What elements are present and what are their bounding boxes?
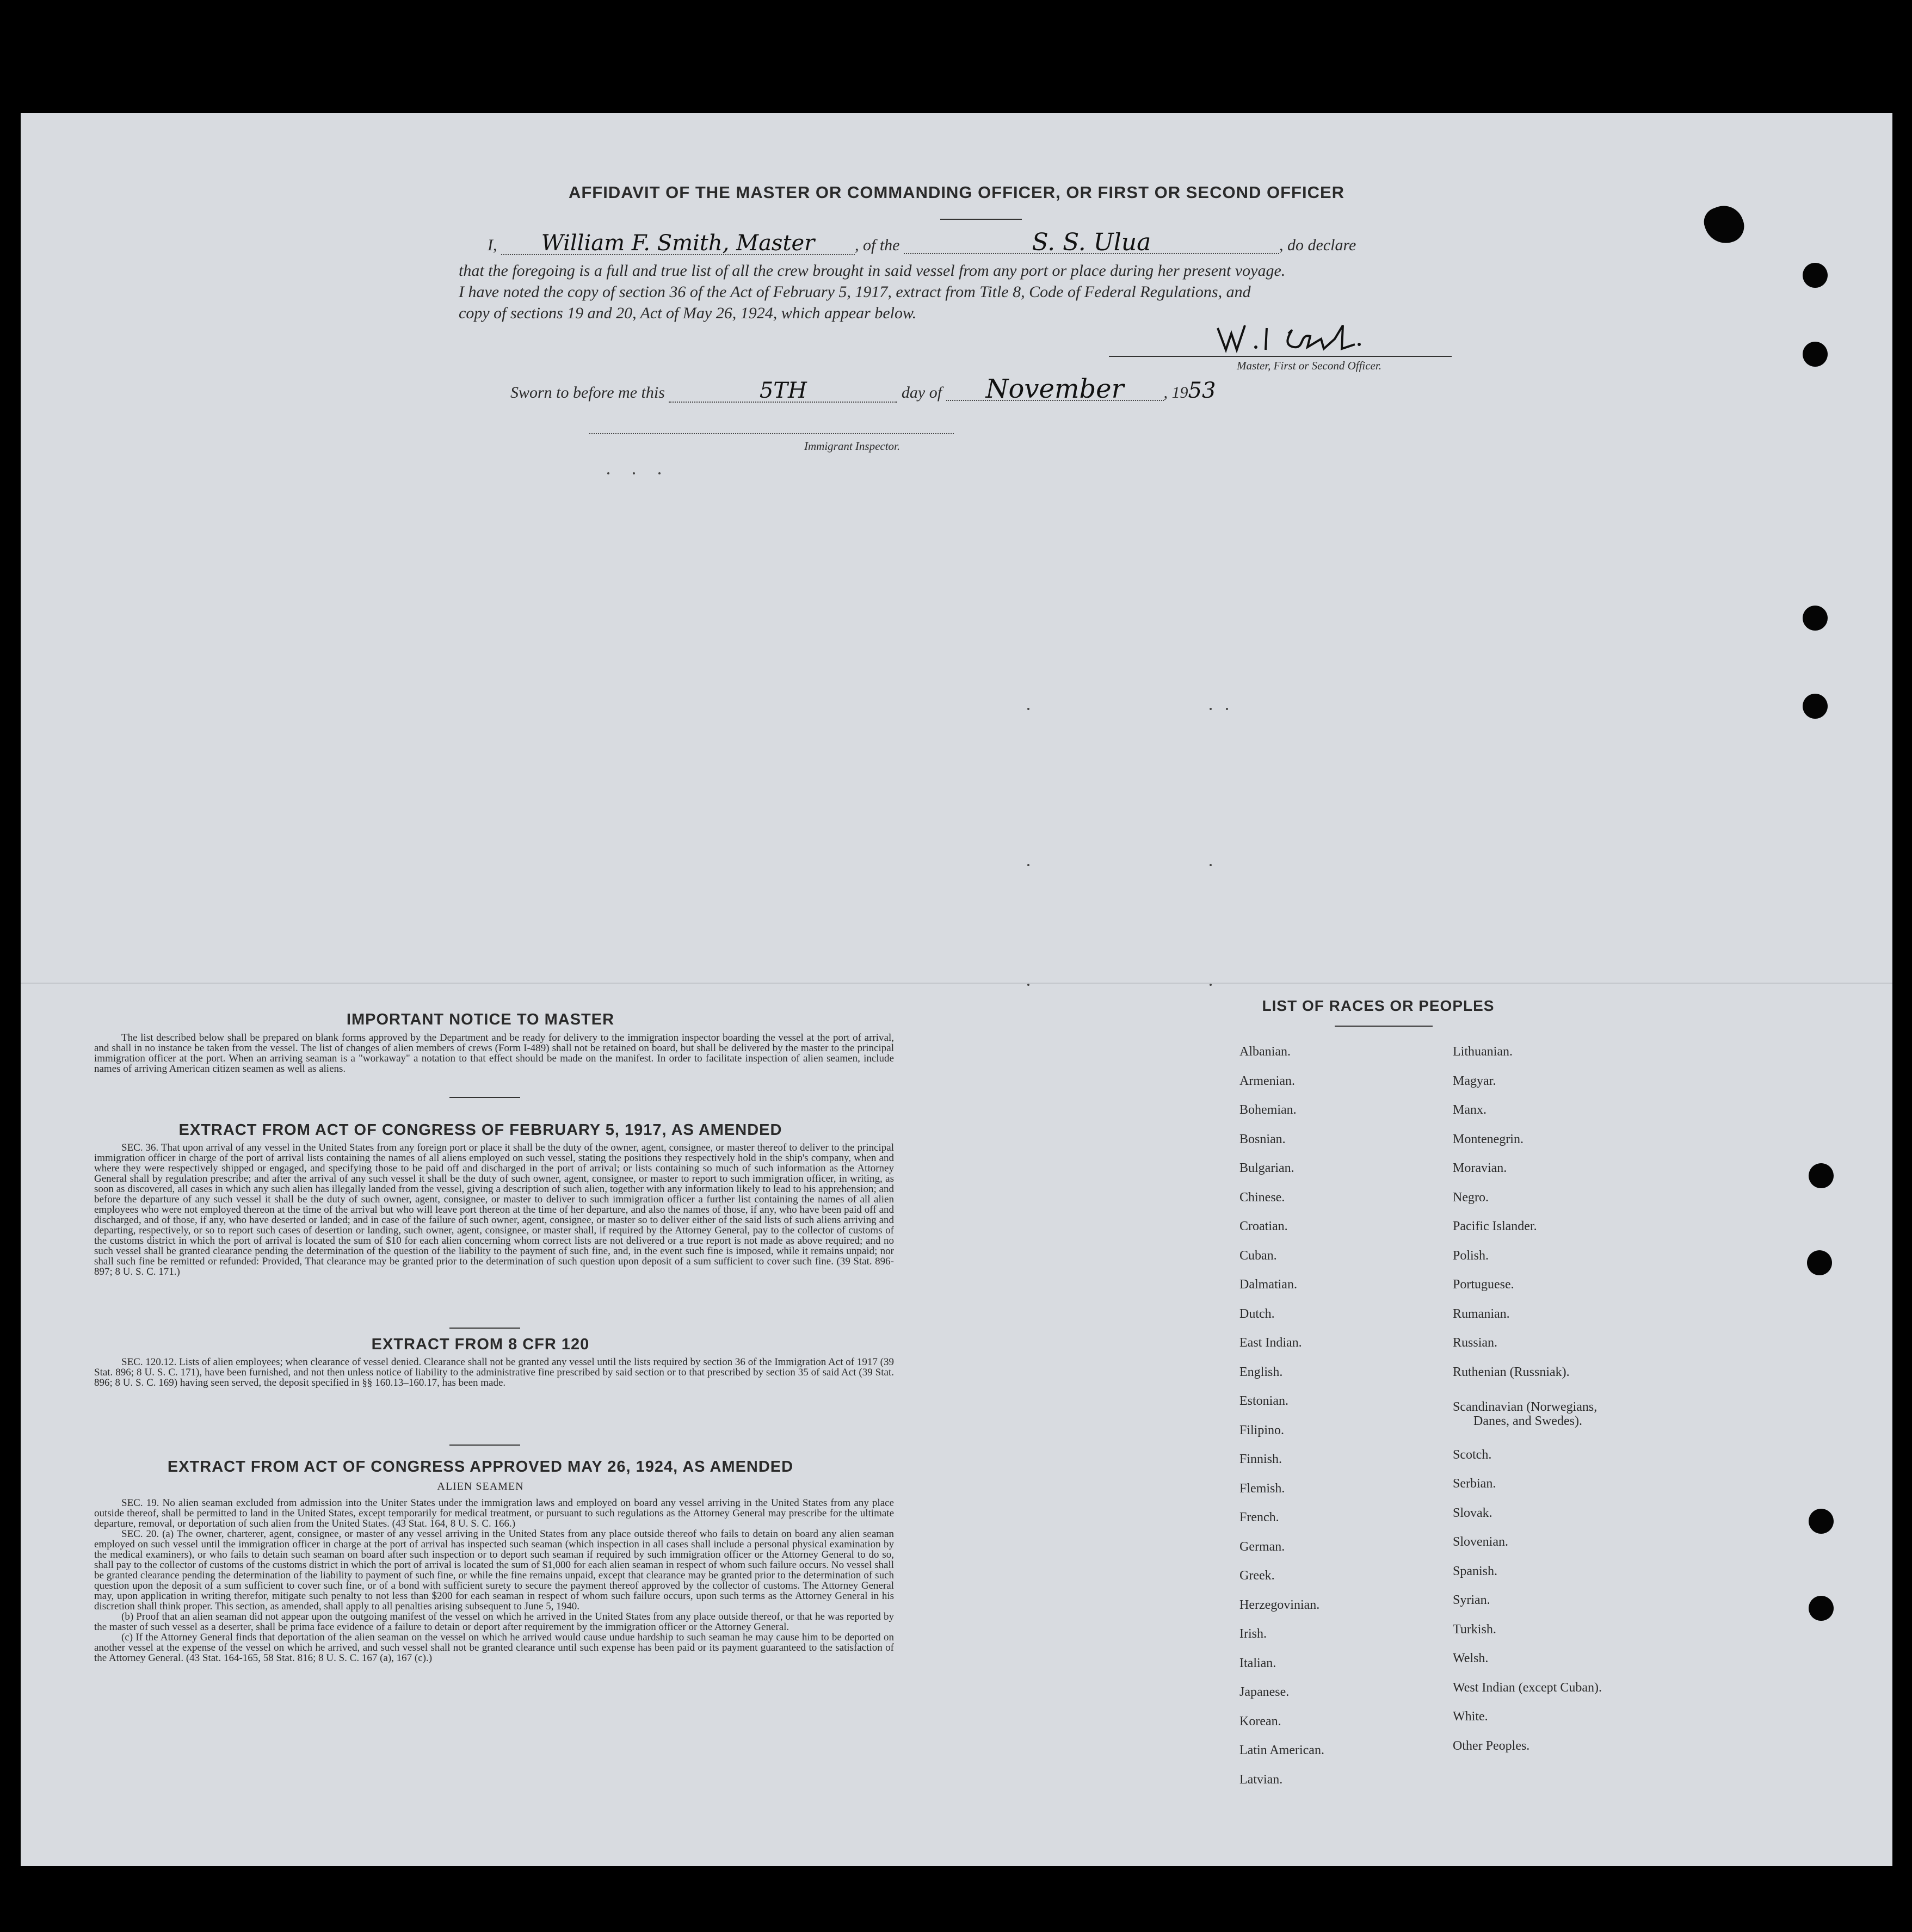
punch-hole (1807, 1250, 1832, 1275)
of-the-label: , of the (855, 236, 900, 254)
race-item: Filipino. (1239, 1423, 1285, 1437)
race-item: Estonian. (1239, 1394, 1288, 1408)
race-item: Montenegrin. (1453, 1132, 1524, 1146)
races-title-rule (1335, 1026, 1433, 1027)
race-item: Rumanian. (1453, 1306, 1510, 1321)
race-item: Polish. (1453, 1248, 1489, 1263)
stray-dot (1027, 708, 1029, 710)
race-item: Flemish. (1239, 1481, 1285, 1496)
race-item: Latvian. (1239, 1772, 1283, 1787)
extract-cfr-title: EXTRACT FROM 8 CFR 120 (371, 1336, 590, 1353)
do-declare-label: , do declare (1279, 236, 1356, 254)
race-item: Japanese. (1239, 1685, 1290, 1699)
stray-dot (1210, 984, 1212, 986)
race-item: Serbian. (1453, 1477, 1496, 1491)
race-item: Portuguese. (1453, 1277, 1514, 1292)
year-prefix: , 19 (1163, 384, 1188, 402)
race-item: Latin American. (1239, 1743, 1324, 1757)
race-item: Dutch. (1239, 1306, 1275, 1321)
punch-hole (1809, 1596, 1834, 1621)
extract-1917-title: EXTRACT FROM ACT OF CONGRESS OF FEBRUARY 5, 1917, AS AMENDED (178, 1121, 782, 1139)
notice-body (94, 1033, 894, 1074)
sworn-year: 53 (1188, 378, 1216, 403)
affidavit-line-3: I have noted the copy of section 36 of the Act of February 5, 1917, extract from Title 8, Code of Federal Regulations, and (459, 283, 1251, 301)
race-item: Spanish. (1453, 1564, 1498, 1578)
race-item: Ruthenian (Russniak). (1453, 1365, 1570, 1379)
extract-1924-body (94, 1498, 894, 1663)
race-item: Croatian. (1239, 1219, 1288, 1233)
signature-line (1109, 356, 1452, 357)
race-item: Turkish. (1453, 1622, 1496, 1637)
race-item: Scandinavian (Norwegians, (1453, 1399, 1598, 1414)
sec-20a-paragraph: SEC. 20. (a) The owner, charterer, agent, consignee, or master of any vessel arriving in the United States from any place outside thereof who fails to detain on board any alien seaman employed on such vessel until the immigration officer in charge at the port of arrival has inspected such seaman (which inspection in all cases shall include a personal physical examination by the medical examiners), or who fails to detain such seaman on board after such inspection or to deport such seaman if required by such immigration officer or the Attorney General to do so, shall pay to the collector of customs of the customs district in which the port of arrival is located the sum of $1,000 for each alien seaman in respect of whom such failure occurs. No vessel shall be granted clearance pending the determination of the liability to payment of such fine, or while the fine remains unpaid, except that clearance may be granted prior to the determination of such question upon the deposit of a sum sufficient to cover such fine, or of a bond with sufficient surety to secure the payment thereof approved by the collector of customs. The Attorney General may, upon application in writing therefor, mitigate such penalty to not less than $200 for each seaman in respect of whom such failure occurs, upon such terms as the Attorney General in his discretion shall think proper. This section, as amended, shall apply to all penalties arising subsequent to June 5, 1940. (94, 1528, 894, 1612)
affidavit-line-1 (488, 229, 1478, 256)
vessel-name: S. S. Ulua (904, 232, 1279, 254)
master-name: William F. Smith, Master (501, 233, 855, 255)
race-item: Slovenian. (1453, 1535, 1508, 1549)
race-item: East Indian. (1239, 1336, 1302, 1350)
extract-1917-rule (449, 1328, 520, 1329)
sworn-line (510, 374, 1216, 404)
race-item: Negro. (1453, 1190, 1489, 1205)
race-item: Italian. (1239, 1656, 1276, 1670)
stray-dot (1027, 864, 1029, 866)
sec-20c-paragraph: (c) If the Attorney General finds that deportation of the alien seaman on the vessel on which he arrived would cause undue hardship to such seaman he may cause him to be deported on another vessel at the expense of the vessel on which he arrived, and such vessel shall not be granted clearance until such expense has been paid or its payment guaranteed to the satisfaction of the Attorney General. (43 Stat. 164-165, 58 Stat. 816; 8 U. S. C. 167 (a), 167 (c).) (94, 1632, 894, 1664)
race-item: Manx. (1453, 1103, 1487, 1117)
signature-caption: Master, First or Second Officer. (1237, 359, 1381, 372)
punch-hole (1803, 263, 1828, 288)
extract-1924-subtitle: ALIEN SEAMEN (437, 1480, 524, 1492)
race-item: Welsh. (1453, 1651, 1489, 1665)
race-item: Other Peoples. (1453, 1738, 1530, 1753)
notice-paragraph: The list described below shall be prepared on blank forms approved by the Department and be ready for delivery to the immigration inspector boarding the vessel at the port of arrival, and shall in no instance be taken from the vessel. The list of changes of alien members of crews (Form I-489) shall not be retained on board, but shall be delivered by the master to the principal immigration officer at the port. When an arriving seaman is a "workaway" a notation to that effect should be made on the manifest. In order to facilitate inspection of alien seamen, include names of arriving American citizen seamen as well as aliens. (94, 1032, 894, 1075)
race-item: Pacific Islander. (1453, 1219, 1537, 1233)
punch-hole (1803, 694, 1828, 719)
punch-hole (1809, 1509, 1834, 1534)
notice-title: IMPORTANT NOTICE TO MASTER (346, 1011, 615, 1028)
extract-1917-body (94, 1143, 894, 1277)
race-item: Bosnian. (1239, 1132, 1286, 1146)
affidavit-title: AFFIDAVIT OF THE MASTER OR COMMANDING OFFICER, OR FIRST OR SECOND OFFICER (568, 183, 1345, 202)
sworn-day: 5TH (669, 380, 897, 403)
race-item: Albanian. (1239, 1045, 1291, 1059)
race-item: Danes, and Swedes). (1473, 1413, 1582, 1428)
race-item: Chinese. (1239, 1190, 1285, 1205)
fold-line (21, 983, 1892, 984)
race-item: Lithuanian. (1453, 1045, 1513, 1059)
sworn-month: November (946, 379, 1164, 401)
day-of-label: day of (901, 384, 942, 402)
race-item: Magyar. (1453, 1073, 1496, 1088)
race-item: French. (1239, 1510, 1279, 1524)
master-signature (1212, 317, 1430, 361)
race-item: Korean. (1239, 1714, 1281, 1729)
race-item: Slovak. (1453, 1505, 1492, 1520)
race-item: Bulgarian. (1239, 1161, 1294, 1175)
sec-19-paragraph: SEC. 19. No alien seaman excluded from admission into the Uniter States under the immigration laws and employed on board any vessel arriving in the United States from any place outside thereof, shall be permitted to land in the United States, except temporarily for medical treatment, or pursuant to such regulations as the Attorney General may prescribe for the ultimate departure, removal, or deportation of such alien from the United States. (43 Stat. 164, 8 U. S. C. 166.) (94, 1497, 894, 1529)
stray-dot (1226, 708, 1228, 710)
punch-hole (1803, 606, 1828, 631)
sec-20b-paragraph: (b) Proof that an alien seaman did not appear upon the outgoing manifest of the vessel on which he arrived in the United States from any place outside thereof, or that he was reported by the master of such vessel as a deserter, shall be prima face evidence of a failure to detain or deport after requirement by the immigration officer or the Attorney General. (94, 1611, 894, 1633)
ink-blot (1700, 200, 1749, 249)
stray-dot (1027, 984, 1029, 986)
race-item: Cuban. (1239, 1248, 1277, 1263)
inspector-signature-line (589, 433, 954, 434)
document-page (21, 113, 1892, 1866)
race-item: Irish. (1239, 1627, 1267, 1641)
extract-1924-title: EXTRACT FROM ACT OF CONGRESS APPROVED MAY 26, 1924, AS AMENDED (167, 1458, 794, 1476)
race-item: Scotch. (1453, 1447, 1492, 1462)
extract-cfr-paragraph: SEC. 120.12. Lists of alien employees; when clearance of vessel denied. Clearance shall not be granted any vessel until the lists required by section 36 of the Immigration Act of 1917 (39 Stat. 896; 8 U. S. C. 171), have been furnished, and not then unless notice of liability to the administrative fine prescribed by said section or to that prescribed by section 35 of said Act (39 Stat. 896; 8 U. S. C. 169) having seen served, the deposit specified in §§ 160.13–160.17, has been made. (94, 1356, 894, 1388)
stray-dot (1210, 708, 1212, 710)
notice-rule (449, 1097, 520, 1098)
race-item: German. (1239, 1539, 1285, 1554)
race-item: West Indian (except Cuban). (1453, 1680, 1602, 1695)
race-item: Syrian. (1453, 1593, 1490, 1607)
affidavit-line-2: that the foregoing is a full and true list of all the crew brought in said vessel from any port or place during her present voyage. (459, 262, 1286, 280)
i-label: I, (488, 236, 497, 254)
punch-hole (1809, 1163, 1834, 1188)
race-item: Armenian. (1239, 1073, 1295, 1088)
race-item: Moravian. (1453, 1161, 1507, 1175)
stray-dot (633, 472, 635, 474)
stray-dot (607, 472, 609, 474)
race-item: Greek. (1239, 1569, 1275, 1583)
inspector-caption: Immigrant Inspector. (804, 440, 901, 453)
affidavit-line-4: copy of sections 19 and 20, Act of May 26, 1924, which appear below. (459, 304, 917, 322)
stray-dot (658, 472, 661, 474)
title-rule (940, 219, 1022, 220)
extract-cfr-rule (449, 1445, 520, 1446)
race-item: Bohemian. (1239, 1103, 1297, 1117)
race-item: White. (1453, 1709, 1488, 1724)
races-title: LIST OF RACES OR PEOPLES (1262, 997, 1495, 1014)
race-item: Dalmatian. (1239, 1277, 1297, 1292)
punch-hole (1803, 342, 1828, 367)
extract-cfr-body (94, 1357, 894, 1388)
race-item: English. (1239, 1365, 1283, 1379)
race-item: Russian. (1453, 1336, 1498, 1350)
sworn-label: Sworn to before me this (510, 384, 665, 402)
stray-dot (1210, 864, 1212, 866)
race-item: Herzegovinian. (1239, 1597, 1320, 1612)
extract-1917-paragraph: SEC. 36. That upon arrival of any vessel in the United States from any foreign port or place it shall be the duty of the owner, agent, consignee, or master thereof to deliver to the principal immigration officer in charge of the port of arrival lists containing the names of all aliens employed on such vessel, stating the positions they respectively hold in the ship's company, when and where they were respectively shipped or engaged, and specifying those to be paid off and discharged in the port of arrival; or lists containing so much of such information as the Attorney General shall by regulation prescribe; and after the arrival of any such vessel it shall be the duty of such owner, agent, consignee, or master to report to such immigration officer, in writing, as soon as discovered, all cases in which any such alien has illegally landed from the vessel, giving a description of such alien, together with any information likely to lead to his apprehension; and before the departure of any such vessel it shall be the duty of such owner, agent, consignee, or master to deliver to such immigration officer a further list containing the names of all alien employees who were not employed thereon at the time of the arrival but who will leave port thereon at the time of her departure, and also the names of those, if any, who have been paid off and discharged, and of those, if any, who have deserted or landed; and in case of the failure of such owner, agent, consignee, or master so to deliver either of the said lists of such aliens arriving and departing, respectively, or so to report such cases of desertion or landing, such owner, agent, consignee, or master shall, if required by the Attorney General, pay to the collector of customs of the customs district in which the port of arrival is located the sum of $10 for each alien concerning whom correct lists are not delivered or a true report is not made as above required; and no such vessel shall be granted clearance pending the determination of the question of the liability to the payment of such fine, and, in the event such fine is imposed, while it remains unpaid; nor shall such fine be remitted or refunded: Provided, That clearance may be granted prior to the determination of such question upon deposit of a sum sufficient to cover such fine. (39 Stat. 896-897; 8 U. S. C. 171.) (94, 1142, 894, 1277)
race-item: Finnish. (1239, 1452, 1282, 1466)
